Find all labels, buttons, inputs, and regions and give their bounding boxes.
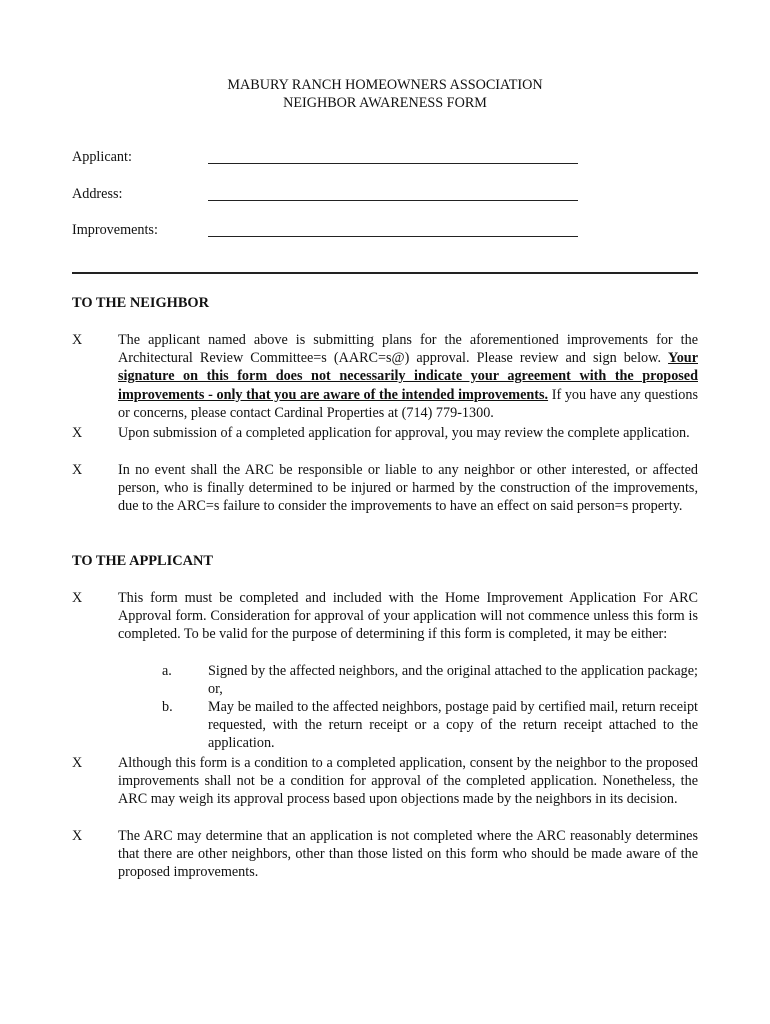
form-title: NEIGHBOR AWARENESS FORM: [283, 95, 487, 111]
neighbor-item-2: Upon submission of a completed application for approval, you may review the complete application.: [118, 425, 690, 441]
sub-item-a-mark: a.: [162, 663, 172, 679]
neighbor-item-1-text: The applicant named above is submitting plans for the aforementioned improvements for the Architectural Review Committee=s (AARC=s@) approval. Please review and sign below.: [118, 332, 698, 367]
improvements-field[interactable]: [208, 236, 578, 237]
applicant-item-3: The ARC may determine that an application is not completed where the ARC reasonably determines that there are other neighbors, other than those listed on this form who should be made aware of the proposed improvements.: [118, 828, 698, 881]
bullet-mark: X: [72, 425, 83, 441]
sub-item-b-mark: b.: [162, 699, 173, 715]
bullet-mark: X: [72, 755, 83, 771]
section-divider: [72, 272, 698, 274]
address-label: Address:: [72, 186, 123, 202]
bullet-mark: X: [72, 332, 83, 348]
sub-item-b-text: May be mailed to the affected neighbors, postage paid by certified mail, return receipt requested, with the return receipt or a copy of the return receipt attached to the application.: [208, 699, 698, 752]
applicant-item-1: This form must be completed and included with the Home Improvement Application For ARC Approval form. Consideration for approval of your application will not commence unless this form is completed. To be valid for the purpose of determining if this form is completed, it may be either:: [118, 590, 698, 643]
applicant-item-2: Although this form is a condition to a completed application, consent by the neighbor to the proposed improvements shall not be a condition for approval of the completed application. Nonetheless, the ARC may weigh its approval process based upon objections made by the neighbors in its decision.: [118, 755, 698, 808]
bullet-mark: X: [72, 590, 83, 606]
neighbor-item-1: [118, 331, 698, 422]
sub-item-a-text: Signed by the affected neighbors, and the original attached to the application package; or,: [208, 663, 698, 698]
applicant-label: Applicant:: [72, 149, 132, 165]
improvements-label: Improvements:: [72, 222, 158, 238]
neighbor-item-3: In no event shall the ARC be responsible or liable to any neighbor or other interested, or affected person, who is finally determined to be injured or harmed by the construction of the improvements, due to the ARC=s failure to consider the improvements to have an effect on said person=s property.: [118, 462, 698, 515]
association-name: MABURY RANCH HOMEOWNERS ASSOCIATION: [227, 77, 543, 93]
address-field[interactable]: [208, 200, 578, 201]
neighbor-section-heading: TO THE NEIGHBOR: [72, 295, 210, 311]
applicant-field[interactable]: [208, 163, 578, 164]
bullet-mark: X: [72, 462, 83, 478]
neighbor-item-1-emphasis: Your signature on this form does not necessarily indicate your agreement with the proposed improvements - only that you are aware of the intended improvements.: [118, 350, 698, 403]
neighbor-item-1-tail: If you have any questions or concerns, please contact Cardinal Properties at (714) 779-1300.: [118, 386, 698, 421]
applicant-section-heading: TO THE APPLICANT: [72, 553, 214, 569]
bullet-mark: X: [72, 828, 83, 844]
